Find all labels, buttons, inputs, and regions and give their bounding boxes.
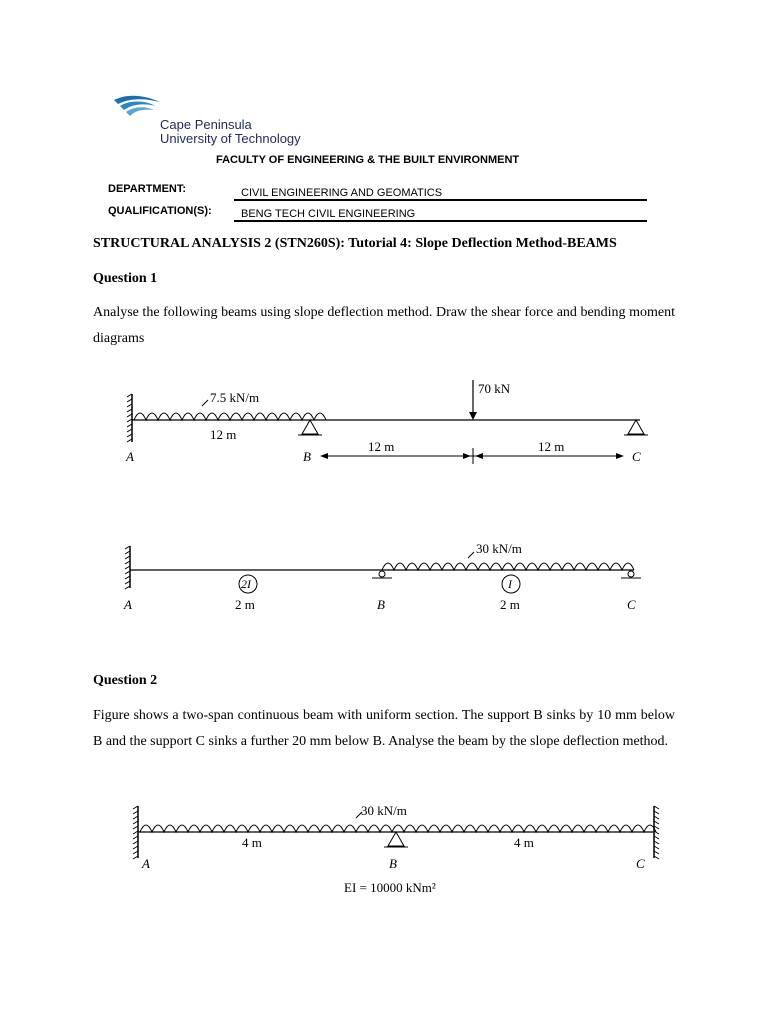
span-bc-label: 2 m [500,597,520,612]
node-b-label: B [303,449,311,464]
beam-figure-2 [110,536,670,616]
dim-arrow-right [616,453,624,459]
pin-support-b [388,832,404,846]
beam-figure-1 [110,372,670,472]
institution-line2: University of Technology [160,131,301,146]
department-rule [234,199,647,201]
roller-support-b [379,571,385,577]
question-1-heading: Question 1 [93,271,158,286]
question-2-text: Figure shows a two-span continuous beam with uniform section. The support B sinks by 10 mm below B and the support C sinks a further 20 mm below B. Analyse the beam by the slope deflection method. [93,708,675,749]
institution-line1: Cape Peninsula [160,117,252,132]
node-a-label: A [142,856,150,871]
udl-label: 7.5 kN/m [210,390,260,405]
university-name [160,118,301,146]
question-2-heading: Question 2 [93,673,158,688]
ei-bc-label: I [508,577,512,591]
pin-support-c [628,420,644,434]
department-label: DEPARTMENT: [108,183,187,195]
question-1-text: Analyse the following beams using slope deflection method. Draw the shear force and bending moment diagrams [93,305,675,346]
beam-figure-3 [118,798,678,902]
qualification-label: QUALIFICATION(S): [108,205,212,217]
node-a-label: A [124,597,132,612]
node-c-label: C [632,449,641,464]
faculty-title: FACULTY OF ENGINEERING & THE BUILT ENVIRONMENT [216,154,520,166]
node-c-label: C [627,597,636,612]
span-ab-label: 4 m [242,835,262,850]
span-load-c-label: 12 m [538,439,565,454]
point-load-label: 70 kN [478,381,511,396]
span-ab-label: 12 m [210,427,237,442]
udl-leader [468,552,474,558]
span-ab-label: 2 m [235,597,255,612]
udl-bc [382,563,634,570]
document-title: STRUCTURAL ANALYSIS 2 (STN260S): Tutorial 4: Slope Deflection Method-BEAMS [93,236,617,251]
node-b-label: B [389,856,397,871]
university-logo-icon [112,92,162,124]
pin-support-b [302,420,318,434]
node-b-label: B [377,597,385,612]
span-bc-label: 4 m [514,835,534,850]
ei-label: EI = 10000 kNm² [344,880,436,895]
span-b-load-label: 12 m [368,439,395,454]
department-value: CIVIL ENGINEERING AND GEOMATICS [241,187,443,199]
udl-leader [202,400,208,406]
roller-support-c [628,571,634,577]
node-a-label: A [126,449,134,464]
point-load-arrowhead [469,412,477,420]
udl-ab [134,413,326,420]
ei-ab-label: 2I [241,577,251,591]
qualification-value: BENG TECH CIVIL ENGINEERING [241,208,416,220]
udl-ac [140,825,656,832]
node-c-label: C [636,856,645,871]
dim-arrow-left [320,453,328,459]
dim-arrow-mid-left [463,453,471,459]
udl-label: 30 kN/m [361,803,407,818]
qualification-rule [234,220,647,222]
dim-arrow-mid-right [475,453,483,459]
udl-label: 30 kN/m [476,541,522,556]
